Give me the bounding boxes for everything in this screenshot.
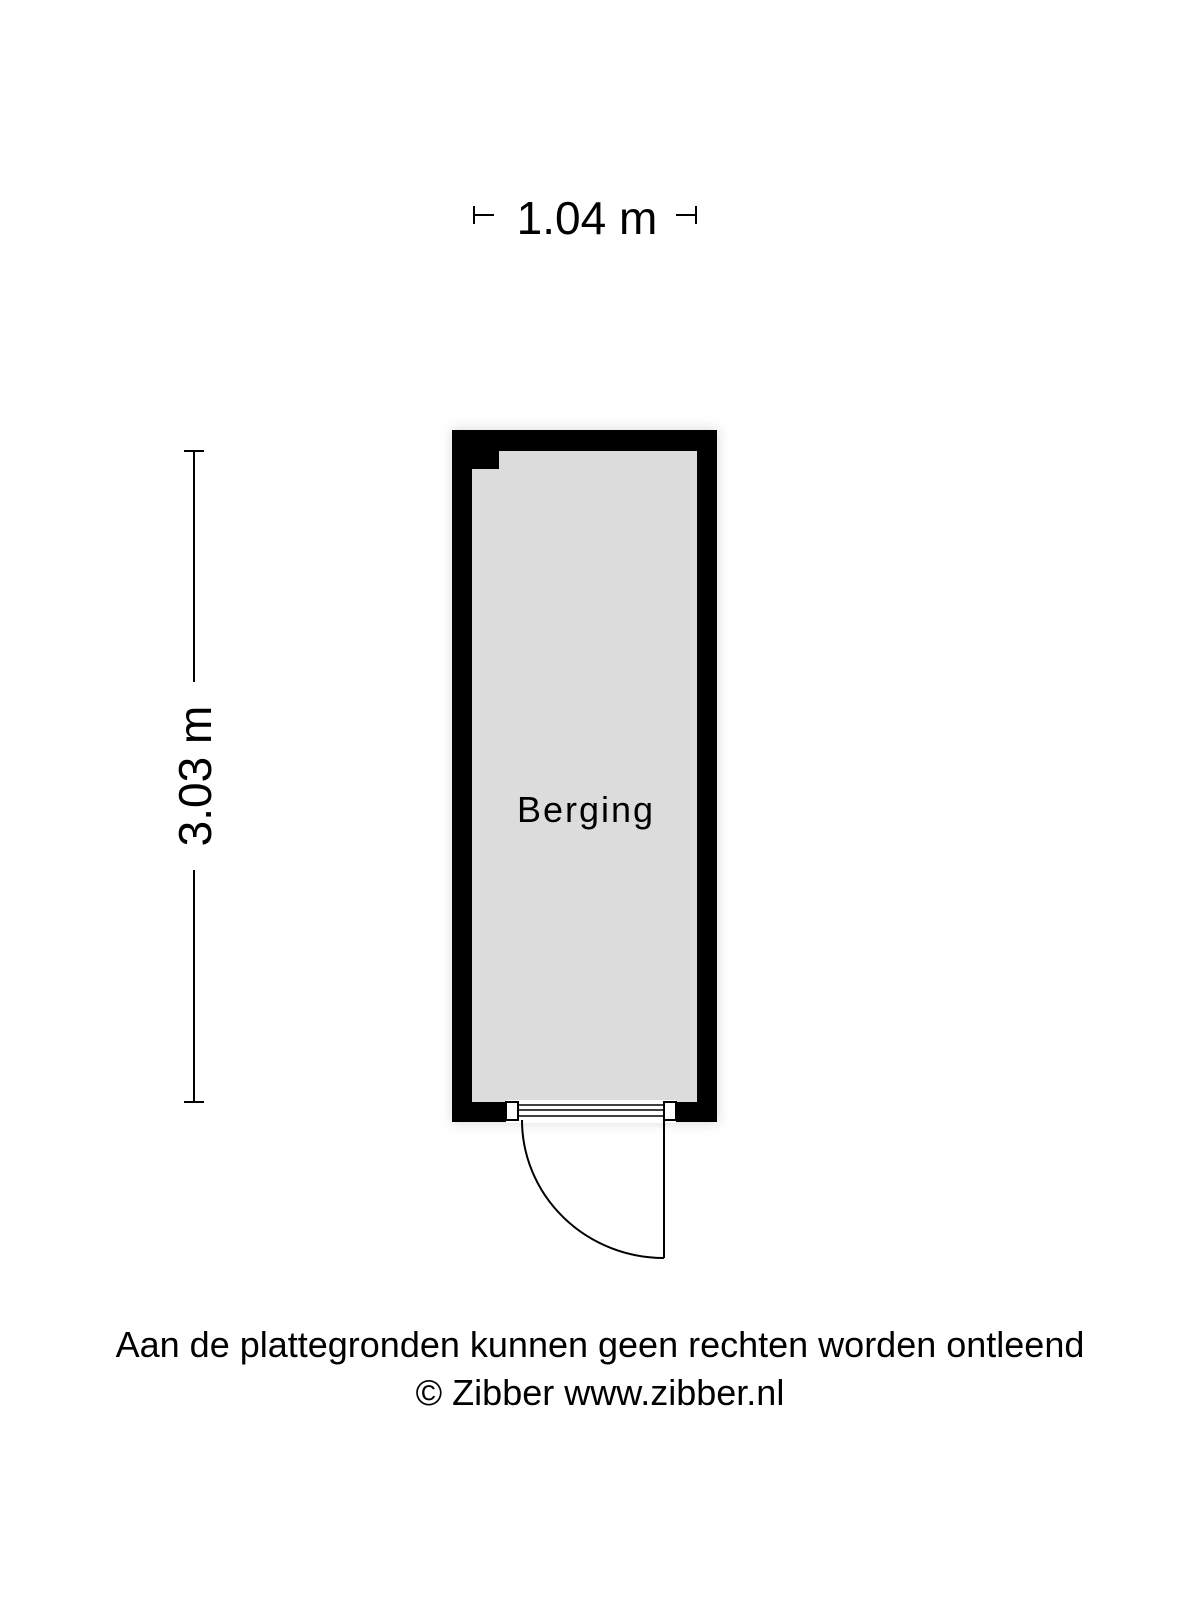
disclaimer-text: Aan de plattegronden kunnen geen rechten worden ontleend: [115, 1324, 1085, 1365]
room-label: Berging: [516, 789, 656, 830]
height-dimension: [169, 451, 221, 1102]
copyright-text: © Zibber www.zibber.nl: [415, 1372, 785, 1413]
room-berging: [452, 429, 718, 1258]
door-swing-arc: [522, 1120, 664, 1258]
width-dimension-label: 1.04 m: [516, 192, 658, 244]
height-dimension-label: 3.03 m: [169, 705, 221, 847]
door-opening: [506, 1100, 676, 1123]
corner-column: [472, 451, 499, 469]
door-jamb-left: [506, 1102, 518, 1120]
door-jamb-right: [664, 1102, 676, 1120]
width-dimension: [474, 192, 696, 244]
room-floor: [472, 451, 697, 1102]
